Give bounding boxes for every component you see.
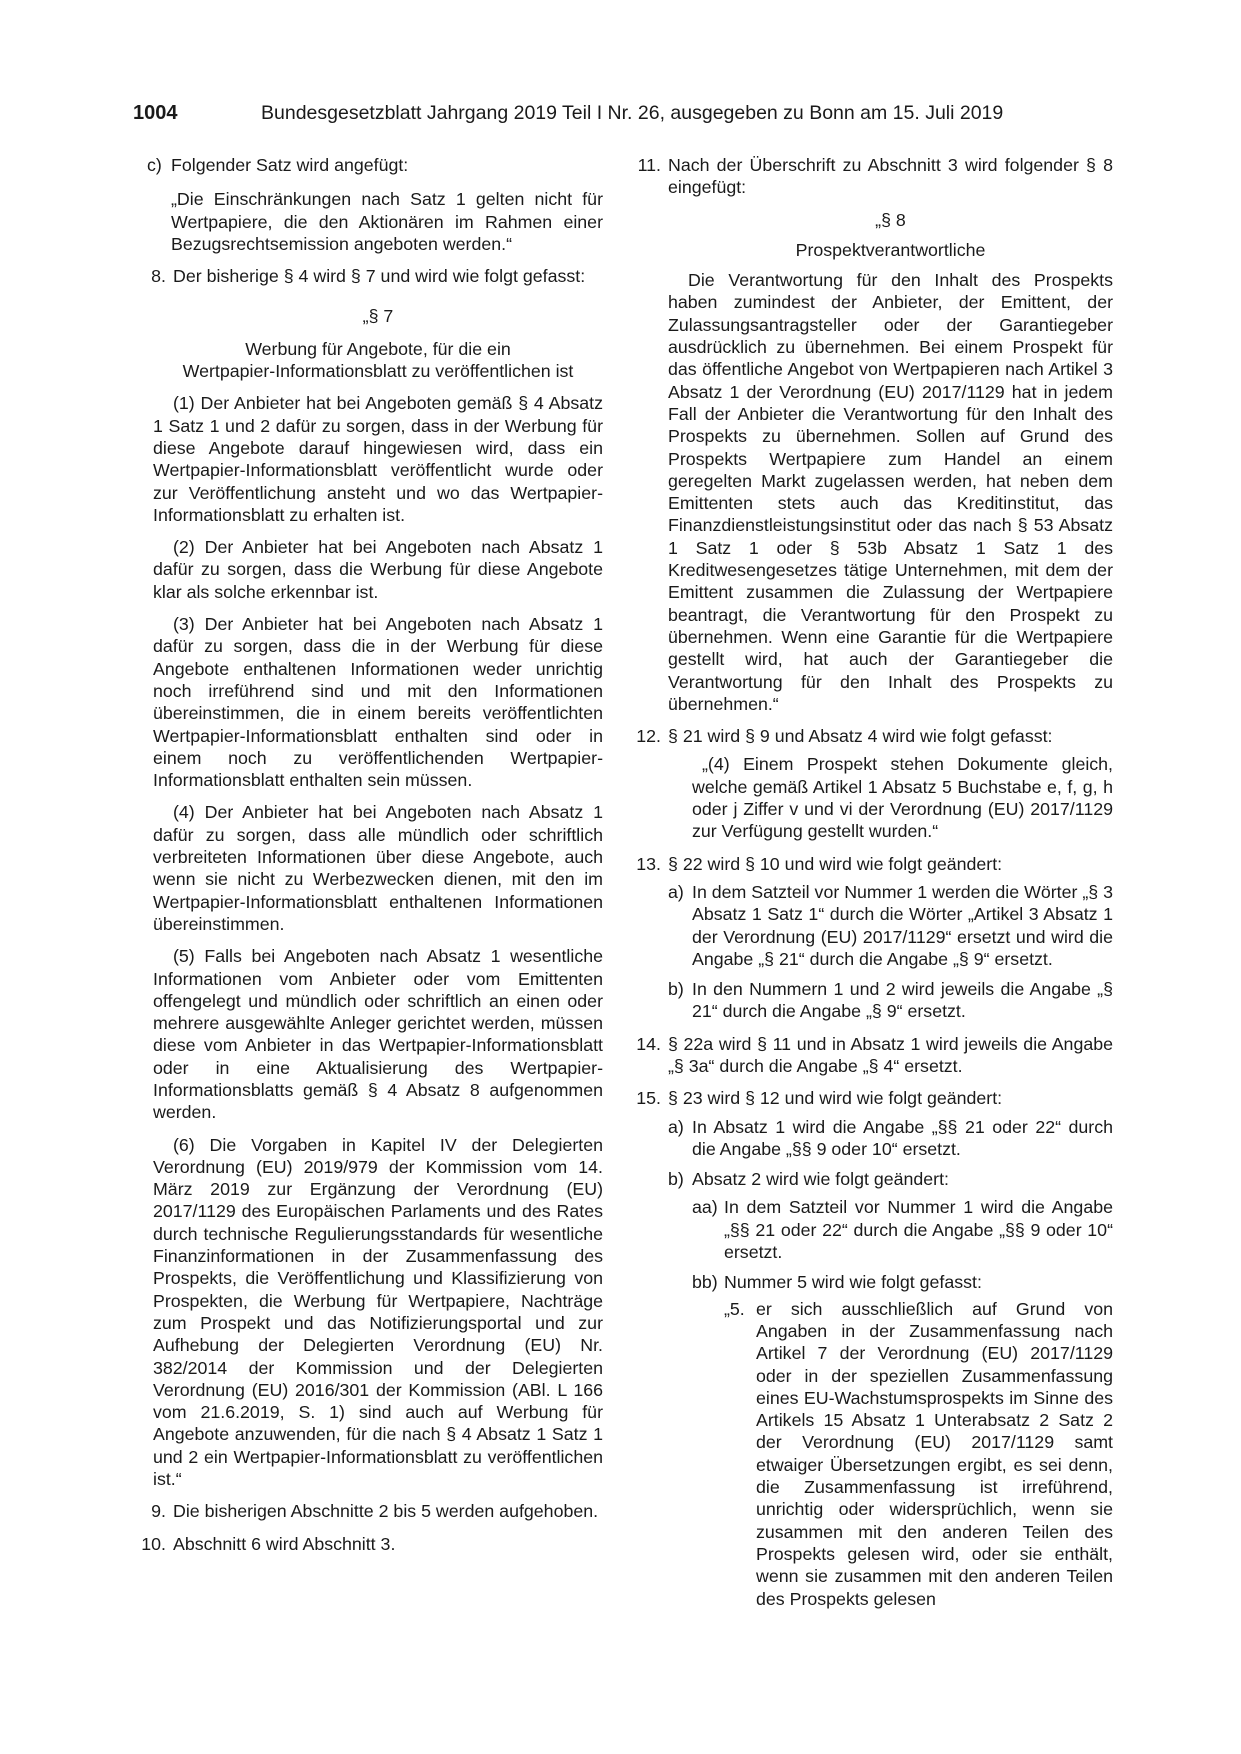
item-15b-bb	[692, 1271, 1113, 1609]
item-14	[628, 1033, 1113, 1078]
item-13b-text: In den Nummern 1 und 2 wird jeweils die Angabe „§ 21“ durch die Angabe „§ 9“ ersetzt.	[692, 979, 1113, 1022]
item-13b-label: b)	[668, 979, 684, 1000]
page-number: 1004	[133, 102, 178, 124]
section-7-paragraph-3: (3) Der Anbieter hat bei Angeboten nach Absatz 1 dafür zu sorgen, dass die in der Werbung für diese Angebote enthaltenen Informationen weder unrichtig noch irreführend sind und mit den Informationen übereinstimmen, die in einem bereits veröffentlichten Wertpapier-Informationsblatt enthalten sind oder in einem noch zu veröffentlichenden Wertpapier-Informationsblatt enthalten sein müssen.	[153, 614, 603, 791]
right-column	[628, 154, 1113, 1620]
item-15-text: § 23 wird § 12 und wird wie folgt geändert:	[668, 1088, 1003, 1109]
item-15b-text: Absatz 2 wird wie folgt geändert:	[692, 1169, 949, 1190]
item-13a-label: a)	[668, 881, 684, 902]
item-11-text: Nach der Überschrift zu Abschnitt 3 wird folgender § 8 eingefügt:	[668, 155, 1113, 198]
item-9	[133, 1500, 603, 1522]
item-13a	[668, 881, 1113, 970]
section-8-title: „§ 8	[875, 209, 906, 230]
item-15a-text: In Absatz 1 wird die Angabe „§§ 21 oder 22“ durch die Angabe „§§ 9 oder 10“ ersetzt.	[692, 1116, 1113, 1159]
item-8-number: 8.	[151, 266, 166, 287]
section-7-heading-line1: Werbung für Angebote, für die ein	[245, 338, 511, 359]
running-title: Bundesgesetzblatt Jahrgang 2019 Teil I Nr. 26, ausgegeben zu Bonn am 15. Juli 2019	[261, 102, 1004, 124]
item-c-text: Folgender Satz wird angefügt:	[171, 155, 409, 175]
item-c-label: c)	[147, 155, 162, 175]
item-15b-label: b)	[668, 1169, 684, 1190]
item-10-text: Abschnitt 6 wird Abschnitt 3.	[173, 1533, 396, 1554]
page-header	[133, 98, 1113, 128]
item-13-text: § 22 wird § 10 und wird wie folgt geändert:	[668, 853, 1003, 874]
item-12-text: § 21 wird § 9 und Absatz 4 wird wie folgt gefasst:	[668, 726, 1053, 747]
item-11	[628, 154, 1113, 715]
item-15b-bb-text: Nummer 5 wird wie folgt gefasst:	[724, 1272, 982, 1293]
item-15b-bb-quote-text: er sich ausschließlich auf Grund von Angaben in der Zusammenfassung nach Artikel 7 der Verordnung (EU) 2017/1129 oder in der speziellen Zusammenfassung eines EU-Wachstumsprospekts im Sinne des Artikels 15 Absatz 1 Unterabsatz 2 Satz 2 der Verordnung (EU) 2017/1129 samt etwaiger Übersetzungen ergibt, es sei denn, die Zusammenfassung ist irreführend, unrichtig oder widersprüchlich, wenn sie zusammen mit den anderen Teilen des Prospekts gelesen wird, oder sie enthält, wenn sie zusammen mit den anderen Teilen des Prospekts gelesen	[756, 1298, 1113, 1609]
item-15a-label: a)	[668, 1116, 684, 1137]
item-11-number: 11.	[637, 155, 661, 175]
item-15b-aa-text: In dem Satzteil vor Nummer 1 wird die Angabe „§§ 21 oder 22“ durch die Angabe „§§ 9 oder 10“ ersetzt.	[724, 1197, 1113, 1263]
item-8-text: Der bisherige § 4 wird § 7 und wird wie folgt gefasst:	[173, 266, 586, 287]
section-8-heading: Prospektverantwortliche	[795, 239, 986, 260]
item-12-quote: „(4) Einem Prospekt stehen Dokumente gleich, welche gemäß Artikel 1 Absatz 5 Buchstabe e, f, g, h oder j Ziffer v und vi der Verordnung (EU) 2017/1129 zur Verfügung gestellt wurden.“	[692, 754, 1113, 842]
section-7-paragraph-2: (2) Der Anbieter hat bei Angeboten nach Absatz 1 dafür zu sorgen, dass die Werbung für diese Angebote klar als solche erkennbar ist.	[153, 537, 603, 602]
item-15b	[668, 1168, 1113, 1610]
item-15b-aa	[692, 1196, 1113, 1263]
item-15b-bb-quote-label: „5.	[724, 1298, 745, 1319]
section-7-paragraph-5: (5) Falls bei Angeboten nach Absatz 1 wesentliche Informationen vom Anbieter oder vom Emittenten offengelegt und mündlich oder schriftlich an einen oder mehrere ausgewählte Anleger gerichtet werden, müssen diese vom Anbieter in das Wertpapier-Informationsblatt oder in eine Aktualisierung des Wertpapier-Informationsblatts gemäß § 4 Absatz 8 aufgenommen werden.	[153, 946, 603, 1123]
item-15a	[668, 1116, 1113, 1161]
item-15b-bb-label: bb)	[692, 1272, 718, 1293]
section-7-heading-line2: Wertpapier-Informationsblatt zu veröffentlichen ist	[182, 361, 574, 382]
item-13b	[668, 978, 1113, 1023]
item-15	[628, 1087, 1113, 1610]
item-9-text: Die bisherigen Abschnitte 2 bis 5 werden aufgehoben.	[173, 1501, 599, 1522]
item-13	[628, 853, 1113, 1023]
section-7-paragraph-4: (4) Der Anbieter hat bei Angeboten nach Absatz 1 dafür zu sorgen, dass alle mündlich oder schriftlich verbreiteten Informationen über diese Angebote, auch wenn sie nicht zu Werbezwecken dienen, mit den im Wertpapier-Informationsblatt enthaltenen Informationen übereinstimmen.	[153, 802, 603, 934]
item-15b-aa-label: aa)	[692, 1197, 718, 1218]
section-7-paragraph-1: (1) Der Anbieter hat bei Angeboten gemäß § 4 Absatz 1 Satz 1 und 2 dafür zu sorgen, dass in der Werbung für diese Angebote darauf hingewiesen wird, dass ein Wertpapier-Informationsblatt veröffentlicht wurde oder zur Veröffentlichung ansteht und wo das Wertpapier-Informationsblatt zu erhalten ist.	[153, 393, 603, 525]
item-10	[133, 1533, 603, 1555]
item-13-number: 13.	[636, 853, 661, 874]
section-7	[153, 305, 603, 1490]
item-c	[147, 154, 603, 255]
item-9-number: 9.	[151, 1501, 166, 1522]
item-15-number: 15.	[636, 1088, 661, 1109]
item-c-quote: „Die Einschränkungen nach Satz 1 gelten nicht für Wertpapiere, die den Aktionären im Rahmen einer Bezugsrechtsemission angeboten werden.“	[171, 189, 603, 254]
item-14-number: 14.	[636, 1033, 661, 1054]
item-12-number: 12.	[636, 726, 661, 747]
item-10-number: 10.	[141, 1533, 166, 1554]
section-8-paragraph: Die Verantwortung für den Inhalt des Prospekts haben zumindest der Anbieter, der Emittent, der Zulassungsantragsteller oder der Garantiegeber ausdrücklich zu übernehmen. Bei einem Prospekt für das öffentliche Angebot von Wertpapieren nach Artikel 3 Absatz 1 der Verordnung (EU) 2017/1129 hat in jedem Fall der Anbieter die Verantwortung für den Inhalt des Prospekts zu übernehmen. Sollen auf Grund des Prospekts Wertpapiere zum Handel an einem geregelten Markt zugelassen werden, hat neben dem Emittenten stets auch das Kreditinstitut, das Finanzdienstleistungsinstitut oder das nach § 53 Absatz 1 Satz 1 oder § 53b Absatz 1 Satz 1 des Kreditwesengesetzes tätige Unternehmen, mit dem der Emittent zusammen die Zulassung der Wertpapiere beantragt, die Verantwortung für den Prospekt zu übernehmen. Wenn eine Garantie für die Wertpapiere gestellt wird, hat auch der Garantiegeber die Verantwortung für den Inhalt des Prospekts zu übernehmen.“	[668, 270, 1113, 714]
item-14-text: § 22a wird § 11 und in Absatz 1 wird jeweils die Angabe „§ 3a“ durch die Angabe „§ 4“ ersetzt.	[668, 1033, 1113, 1076]
item-13a-text: In dem Satzteil vor Nummer 1 werden die Wörter „§ 3 Absatz 1 Satz 1“ durch die Wörter „Artikel 3 Absatz 1 der Verordnung (EU) 2017/1129“ ersetzt und wird die Angabe „§ 21“ durch die Angabe „§ 9“ ersetzt.	[692, 881, 1113, 969]
section-7-title: „§ 7	[362, 306, 394, 327]
item-8	[133, 265, 603, 287]
item-15b-bb-quote	[724, 1298, 1113, 1610]
left-column	[133, 154, 603, 1565]
item-12	[628, 725, 1113, 842]
section-7-paragraph-6: (6) Die Vorgaben in Kapitel IV der Delegierten Verordnung (EU) 2019/979 der Kommission vom 14. März 2019 zur Ergänzung der Verordnung (EU) 2017/1129 des Europäischen Parlaments und des Rates durch technische Regulierungsstandards für wesentliche Finanzinformationen in der Zusammenfassung des Prospekts, die Veröffentlichung und Klassifizierung von Prospekten, die Werbung für Wertpapiere, Nachträge zum Prospekt und das Notifizierungsportal und zur Aufhebung der Delegierten Verordnung (EU) Nr. 382/2014 der Kommission und der Delegierten Verordnung (EU) 2016/301 der Kommission (ABl. L 166 vom 21.6.2019, S. 1) sind auch auf Werbung für Angebote anzuwenden, für die nach § 4 Absatz 1 Satz 1 und 2 ein Wertpapier-Informationsblatt zu veröffentlichen ist.“	[153, 1134, 603, 1490]
